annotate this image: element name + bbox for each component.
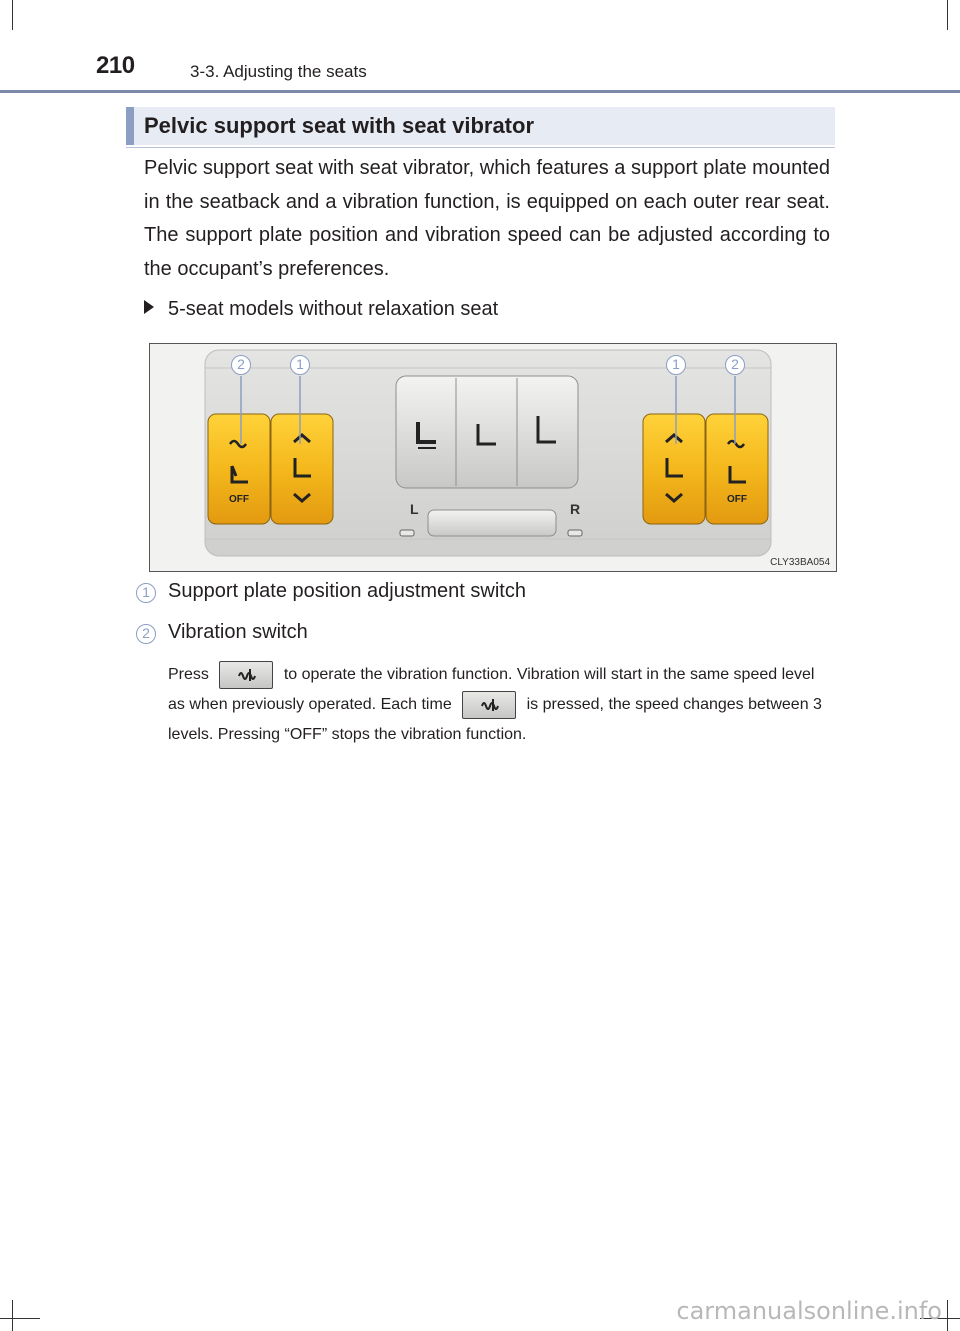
crop-mark	[947, 1300, 948, 1331]
legend-label: Vibration switch	[168, 621, 308, 643]
page-number: 210	[96, 52, 135, 79]
variant-heading	[144, 298, 498, 321]
note-text: is pressed, the speed changes between 3 levels. Pressing “OFF” stops the vibration function.	[168, 696, 822, 743]
triangle-bullet-icon	[144, 300, 154, 314]
switch-panel-figure	[149, 343, 837, 572]
crop-mark	[0, 1318, 40, 1319]
section-title: Pelvic support seat with seat vibrator	[144, 113, 535, 138]
crop-mark	[12, 0, 13, 30]
callout-badge: 1	[290, 355, 310, 375]
legend-label: Support plate position adjustment switch	[168, 580, 526, 602]
section-heading	[126, 107, 835, 145]
callout-badge: 1	[666, 355, 686, 375]
header-rule	[0, 90, 960, 93]
left-support-plate-switch	[271, 414, 333, 524]
crop-mark	[947, 0, 948, 30]
legend-badge: 2	[136, 624, 156, 644]
legend-badge: 1	[136, 583, 156, 603]
note-text: to operate the vibration function. Vibration will start in the same speed level as when previously operated. Each time	[168, 666, 815, 713]
note-text: Press	[168, 666, 209, 683]
vibration-key-icon	[219, 661, 273, 689]
intro-paragraph: Pelvic support seat with seat vibrator, which features a support plate mounted in the seatback and a vibration function, is equipped on each outer rear seat. The support plate position and vibration speed can be adjusted according to the occupant’s preferences.	[144, 157, 830, 280]
footer-watermark: carmanualsonline.info	[676, 1297, 942, 1325]
svg-text:OFF: OFF	[229, 494, 249, 505]
figure-code: CLY33BA054	[770, 557, 830, 568]
svg-text:OFF: OFF	[727, 494, 747, 505]
left-vibration-switch	[208, 414, 270, 524]
chapter-title: 3-3. Adjusting the seats	[190, 62, 367, 81]
right-vibration-switch	[706, 414, 768, 524]
variant-label: 5-seat models without relaxation seat	[168, 298, 499, 320]
section-rule	[126, 147, 835, 148]
callout-badge: 2	[231, 355, 251, 375]
svg-text:L: L	[410, 501, 419, 517]
vibration-note	[168, 660, 830, 750]
svg-text:R: R	[570, 501, 581, 517]
crop-mark	[12, 1300, 13, 1331]
callout-badge: 2	[725, 355, 745, 375]
switch-panel-illustration	[150, 344, 836, 571]
right-support-plate-switch	[643, 414, 705, 524]
vibration-key-icon	[462, 691, 516, 719]
